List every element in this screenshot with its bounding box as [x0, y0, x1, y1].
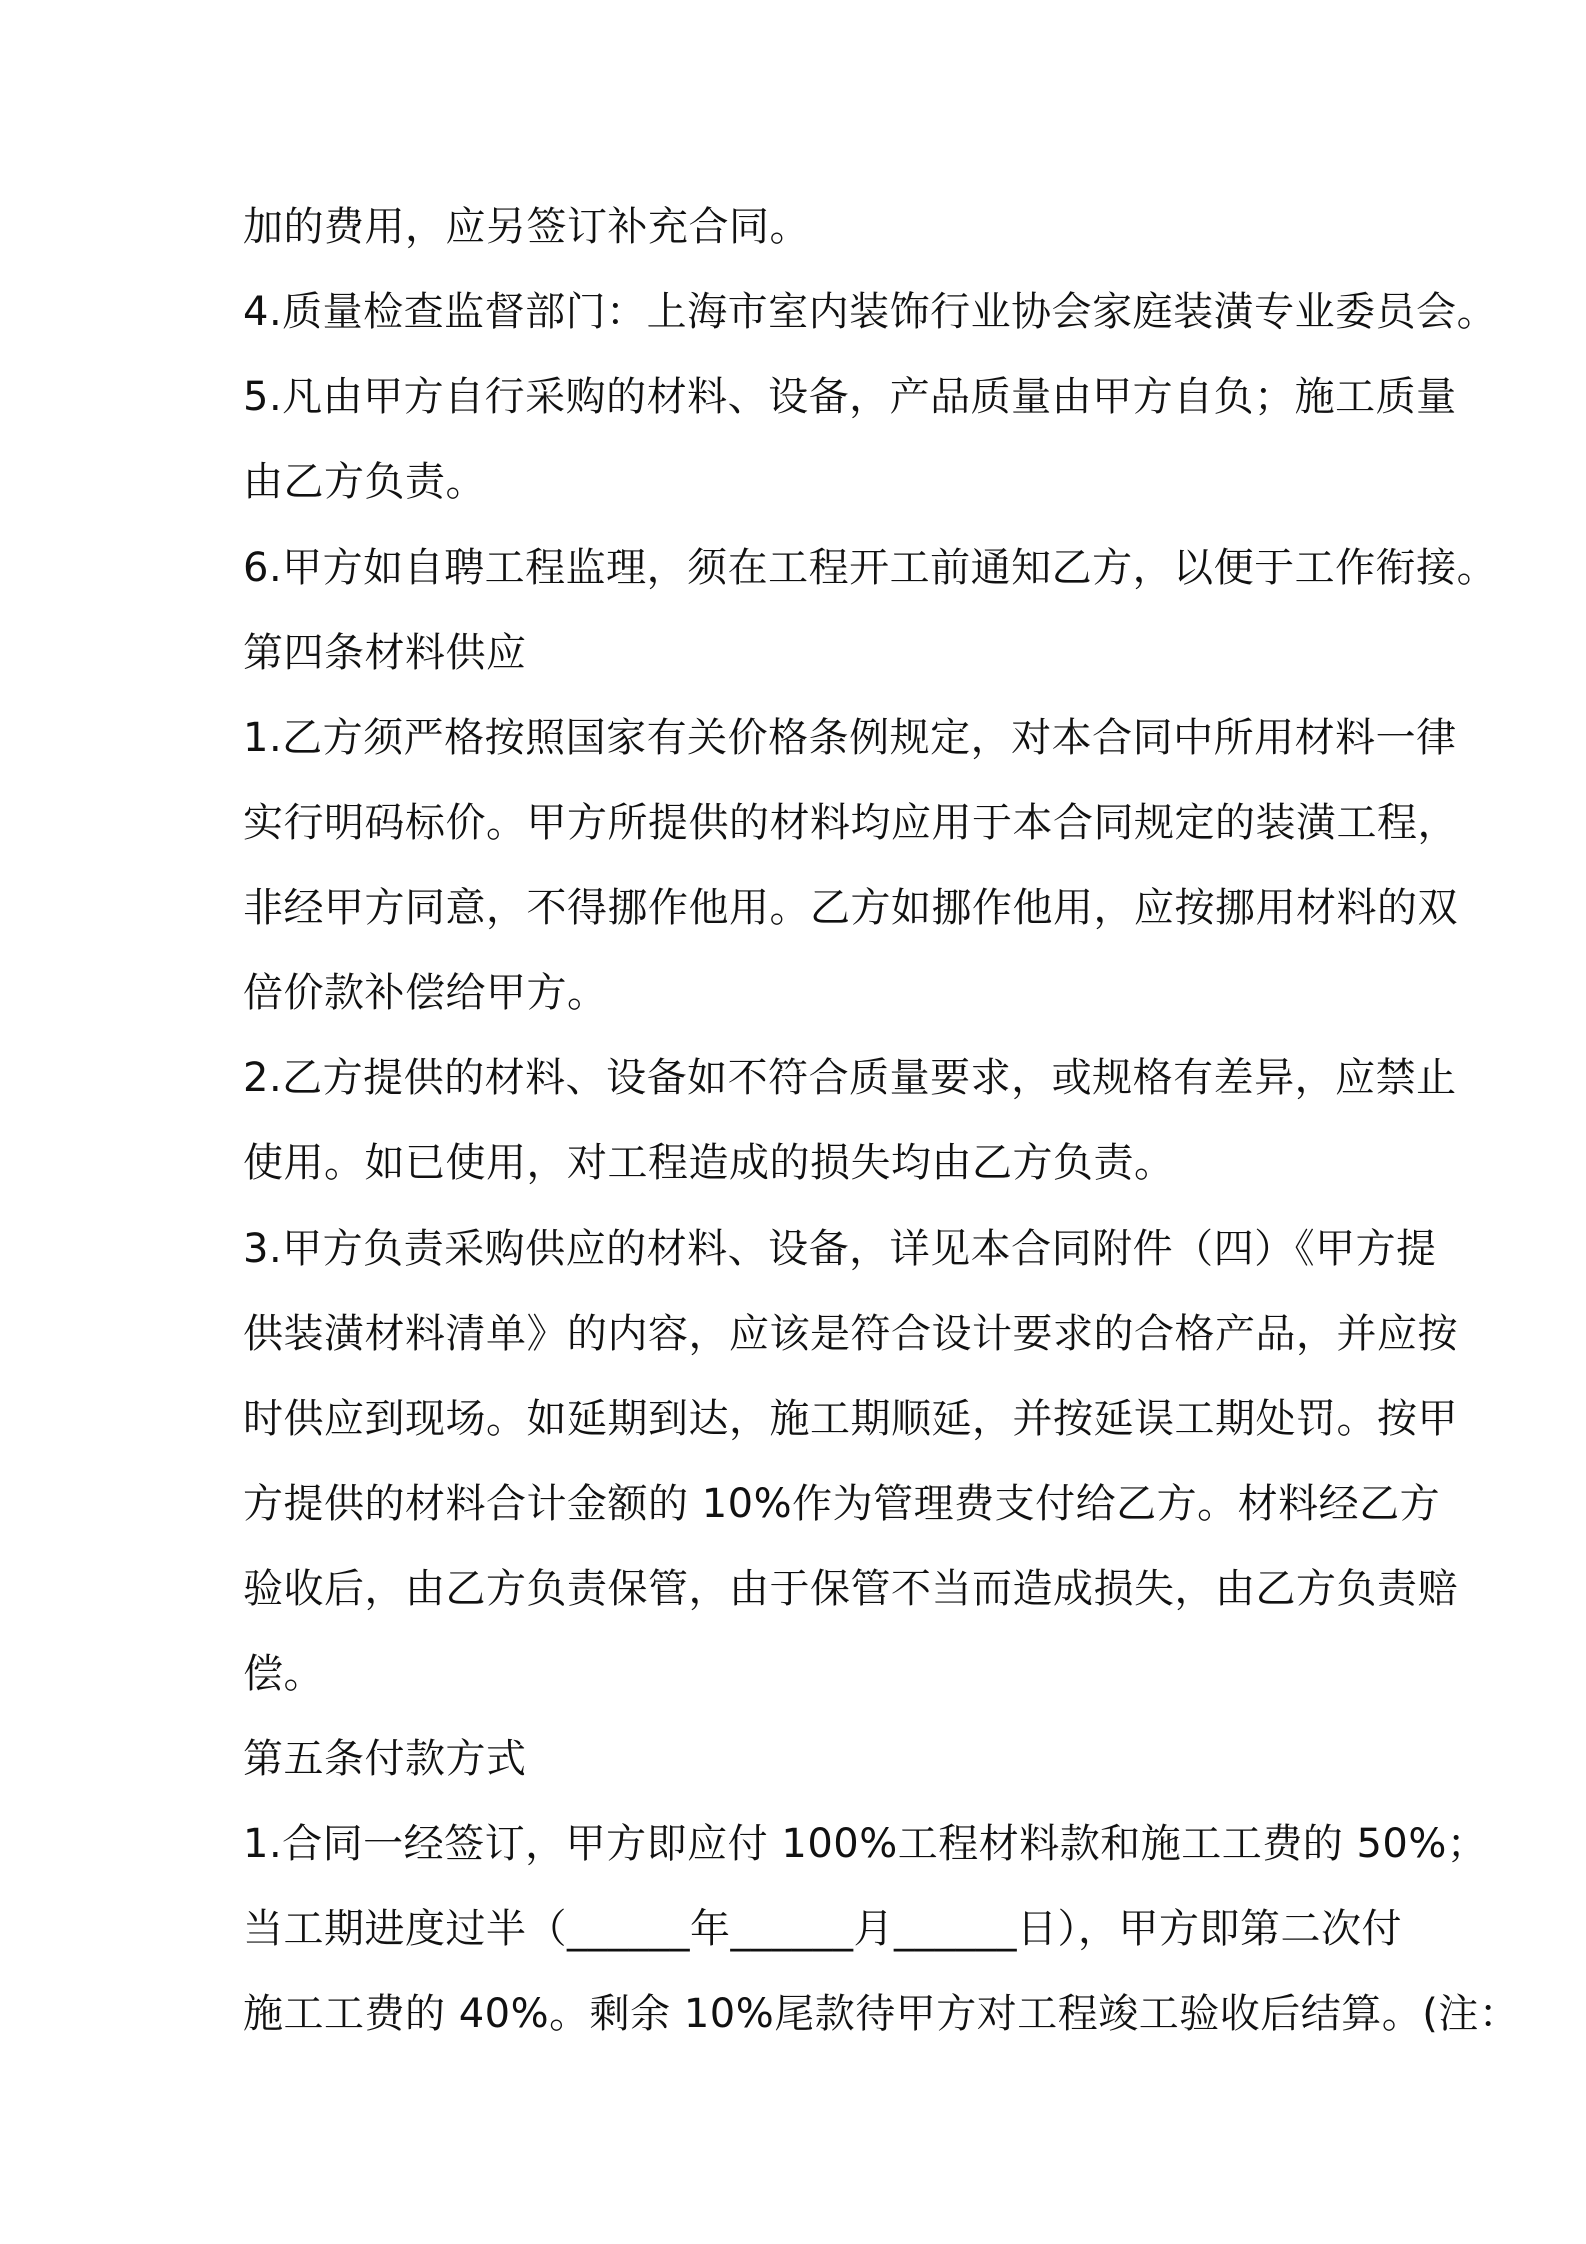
section-heading: 第四条材料供应	[243, 630, 527, 676]
text-line: 5.凡由甲方自行采购的材料、设备，产品质量由甲方自负；施工质量	[243, 374, 1457, 420]
text-line: 供装潢材料清单》的内容，应该是符合设计要求的合格产品，并应按	[243, 1311, 1458, 1357]
text-line: 3.甲方负责采购供应的材料、设备，详见本合同附件（四）《甲方提	[243, 1226, 1437, 1272]
text-line: 施工工费的 40%。剩余 10%尾款待甲方对工程竣工验收后结算。(注：	[243, 1991, 1520, 2037]
text-line: 1.合同一经签订，甲方即应付 100%工程材料款和施工工费的 50%；	[243, 1821, 1488, 1867]
text-line: 时供应到现场。如延期到达，施工期顺延，并按延误工期处罚。按甲	[243, 1396, 1458, 1442]
text-line: 实行明码标价。甲方所提供的材料均应用于本合同规定的装潢工程，	[243, 800, 1458, 846]
text-line: 由乙方负责。	[243, 459, 486, 505]
text-line: 4.质量检查监督部门：上海市室内装饰行业协会家庭装潢专业委员会。	[243, 289, 1498, 335]
text-line: 当工期进度过半（______年______月______日），甲方即第二次付	[243, 1906, 1402, 1952]
text-line: 加的费用，应另签订补充合同。	[243, 204, 810, 250]
text-line: 验收后，由乙方负责保管，由于保管不当而造成损失，由乙方负责赔	[243, 1566, 1458, 1612]
text-line: 非经甲方同意，不得挪作他用。乙方如挪作他用，应按挪用材料的双	[243, 885, 1458, 931]
text-line: 倍价款补偿给甲方。	[243, 970, 608, 1016]
text-line: 2.乙方提供的材料、设备如不符合质量要求，或规格有差异，应禁止	[243, 1055, 1457, 1101]
text-line: 6.甲方如自聘工程监理，须在工程开工前通知乙方，以便于工作衔接。	[243, 545, 1498, 591]
text-line: 方提供的材料合计金额的 10%作为管理费支付给乙方。材料经乙方	[243, 1481, 1441, 1527]
text-line: 使用。如已使用，对工程造成的损失均由乙方负责。	[243, 1140, 1175, 1186]
text-line: 1.乙方须严格按照国家有关价格条例规定，对本合同中所用材料一律	[243, 715, 1457, 761]
section-heading: 第五条付款方式	[243, 1736, 527, 1782]
text-line: 偿。	[243, 1651, 324, 1697]
